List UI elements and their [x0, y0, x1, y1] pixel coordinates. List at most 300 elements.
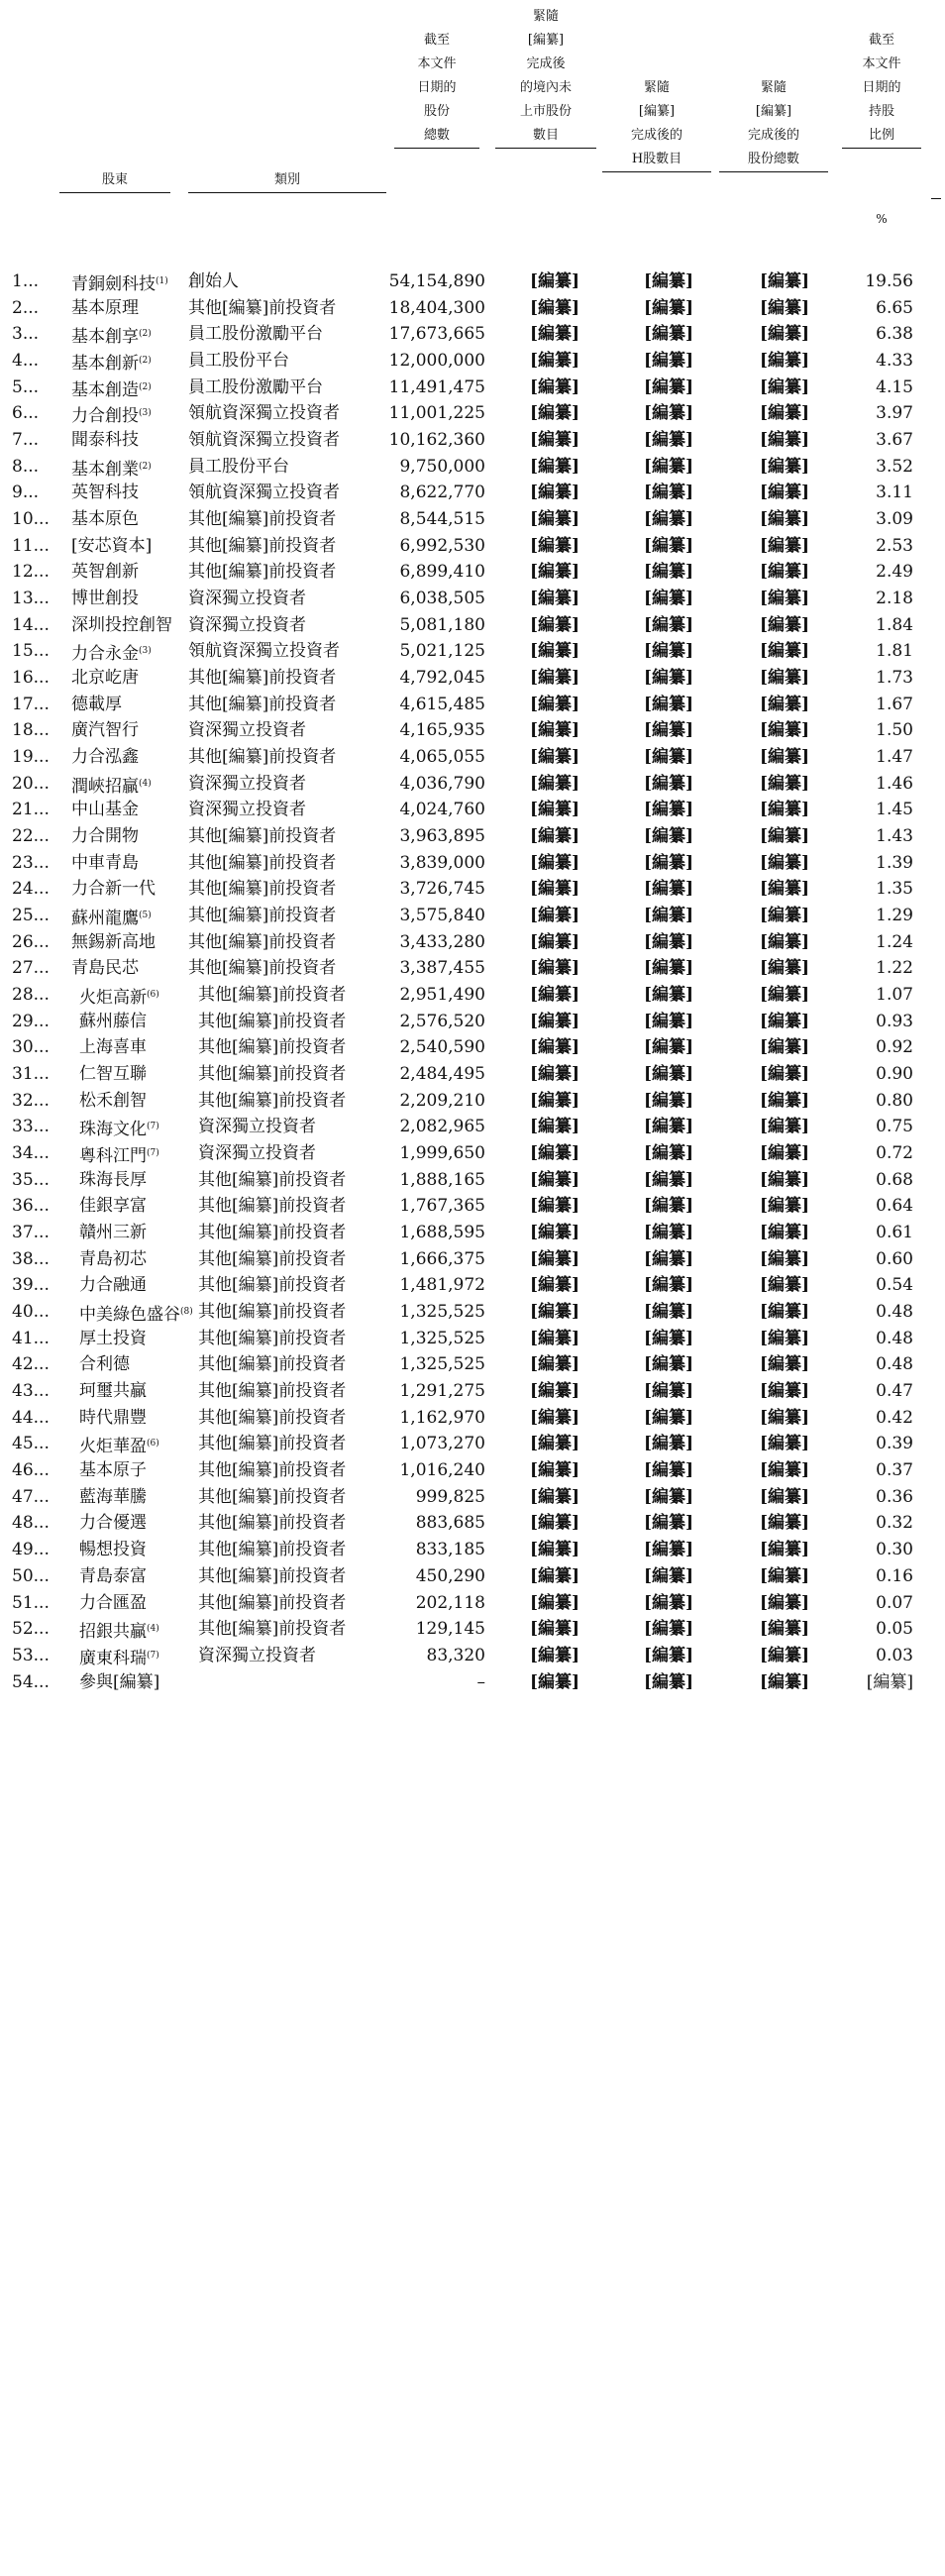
h-shares-value-text: [編纂] [643, 747, 694, 768]
domestic-unlisted-value-text: [編纂] [529, 668, 580, 689]
domestic-unlisted-value-text: [編纂] [529, 1275, 580, 1296]
shares-count [416, 1537, 485, 1562]
shares-count [399, 955, 485, 981]
shares-count [399, 1351, 485, 1377]
ratio-value [876, 1510, 913, 1536]
header-line: 緊隨 [532, 9, 559, 24]
category [198, 1193, 346, 1219]
header-line: 日期的 [862, 80, 901, 95]
h-shares-value-text: [編纂] [643, 1619, 694, 1640]
shareholder-name-text: 基本原子 [79, 1460, 147, 1481]
row-number-text: 30 [12, 1037, 34, 1058]
row-number [12, 559, 52, 585]
ratio-value-text: 0.92 [876, 1037, 913, 1058]
category [198, 1510, 346, 1536]
total-after-value-text: [編纂] [759, 852, 810, 873]
ratio-value [876, 1590, 913, 1616]
shareholder-name [79, 1326, 147, 1351]
leader-dots: ... [33, 535, 50, 556]
ratio-value-text: 0.48 [876, 1302, 913, 1323]
domestic-unlisted-value [515, 427, 594, 453]
category-text: 領航資深獨立投資者 [188, 483, 340, 503]
category [188, 480, 340, 505]
total-after-value-text: [編纂] [759, 1090, 810, 1111]
shares-count [399, 1405, 485, 1431]
ratio-value [876, 559, 913, 585]
category-text: 資深獨立投資者 [188, 773, 306, 794]
total-after-value-text: [編纂] [759, 509, 810, 530]
shareholder-name [79, 1457, 147, 1483]
shareholder-name [79, 1643, 159, 1671]
h-shares-value [629, 268, 708, 294]
total-after-value-text: [編纂] [759, 1513, 810, 1534]
shares-count-text: 3,575,840 [399, 906, 485, 926]
table-row [0, 1643, 945, 1668]
domestic-unlisted-value [515, 1140, 594, 1166]
h-shares-value [629, 692, 708, 717]
domestic-unlisted-value-text: [編纂] [529, 1513, 580, 1534]
shareholder-name [71, 321, 152, 350]
shares-count [389, 375, 485, 400]
shareholder-name-text: 無錫新高地 [71, 931, 156, 952]
row-number [12, 375, 52, 400]
header-h-shares [602, 76, 711, 172]
leader-dots: ... [33, 1223, 50, 1243]
table-row [0, 1351, 945, 1377]
total-after-value [745, 638, 824, 664]
ratio-value-text: 2.49 [876, 562, 913, 583]
h-shares-value [629, 1061, 708, 1087]
shares-count-text: 17,673,665 [388, 324, 485, 345]
row-number [12, 823, 52, 849]
total-after-value [745, 1299, 824, 1325]
h-shares-value [629, 1484, 708, 1510]
category-text: 其他[編纂]前投資者 [198, 1196, 347, 1217]
shares-count [477, 1669, 486, 1695]
h-shares-value-text: [編纂] [643, 985, 694, 1006]
total-after-value-text: [編纂] [759, 1407, 810, 1428]
ratio-value [876, 375, 913, 400]
h-shares-value [629, 348, 708, 374]
total-after-value [745, 1140, 824, 1166]
h-shares-value [629, 295, 708, 321]
domestic-unlisted-value-text: [編纂] [529, 1223, 580, 1243]
ratio-value [876, 1405, 913, 1431]
h-shares-value [629, 771, 708, 797]
row-number-text: 29 [12, 1011, 34, 1031]
leader-dots: ... [33, 1486, 50, 1507]
shares-count-text: 2,951,490 [399, 985, 485, 1006]
footnote-marker: (8) [180, 1307, 193, 1318]
ratio-value [876, 823, 913, 849]
category-text: 其他[編纂]前投資者 [188, 826, 337, 847]
ratio-value [876, 1193, 913, 1219]
ratio-value-text: 1.35 [876, 879, 913, 900]
total-after-value-text: [編纂] [759, 1540, 810, 1560]
h-shares-value-text: [編纂] [643, 1064, 694, 1085]
table-row [0, 1457, 945, 1483]
h-shares-value [629, 533, 708, 559]
total-after-value [745, 1669, 824, 1695]
h-shares-value [629, 929, 708, 955]
domestic-unlisted-value [515, 559, 594, 585]
header-line: 完成後 [526, 56, 566, 71]
footnote-marker: (4) [147, 1624, 159, 1635]
domestic-unlisted-value [515, 1088, 594, 1114]
total-after-value [745, 1326, 824, 1351]
row-number [12, 692, 52, 717]
shareholder-name-text: 厚土投資 [79, 1328, 147, 1348]
ratio-value-text: 0.03 [876, 1645, 913, 1665]
shareholder-name [71, 427, 139, 453]
leader-dots: ... [33, 1565, 50, 1586]
domestic-unlisted-value-text: [編纂] [529, 456, 580, 477]
shares-count-text: 5,081,180 [399, 614, 485, 635]
shareholder-name [71, 797, 139, 822]
leader-dots: ... [33, 1064, 50, 1085]
category-text: 其他[編纂]前投資者 [198, 1619, 347, 1640]
category [188, 612, 306, 638]
footnote-marker: (7) [147, 1148, 159, 1159]
h-shares-value-text: [編纂] [643, 773, 694, 794]
shares-count [399, 797, 485, 822]
domestic-unlisted-value [515, 850, 594, 876]
table-row [0, 929, 945, 955]
row-number-text: 42 [12, 1354, 34, 1375]
header-line: 截至 [423, 33, 450, 48]
h-shares-value-text: [編纂] [643, 852, 694, 873]
total-after-value [745, 1510, 824, 1536]
table-row [0, 1590, 945, 1616]
h-shares-value-text: [編纂] [643, 1011, 694, 1031]
h-shares-value [629, 1193, 708, 1219]
category [188, 955, 336, 981]
table-row [0, 454, 945, 480]
domestic-unlisted-value [515, 612, 594, 638]
shareholder-name [79, 1378, 147, 1404]
row-number-text: 9 [12, 483, 23, 503]
header-line: 上市股份 [519, 104, 572, 119]
row-number-text: 6 [12, 403, 23, 424]
total-after-value [745, 823, 824, 849]
total-after-value-text: [編纂] [759, 403, 810, 424]
domestic-unlisted-value-text: [編纂] [529, 1434, 580, 1454]
category [188, 717, 306, 743]
row-number-text: 25 [12, 906, 34, 926]
row-number [12, 612, 52, 638]
total-after-value [745, 903, 824, 928]
total-after-value-text: [編纂] [759, 1223, 810, 1243]
row-number [12, 400, 52, 426]
ratio-value-text: 3.97 [876, 403, 913, 424]
h-shares-value [629, 638, 708, 664]
domestic-unlisted-value [515, 480, 594, 505]
ratio-value-text: 1.73 [876, 668, 913, 689]
category-text: 其他[編纂]前投資者 [198, 1354, 347, 1375]
total-after-value-text: [編纂] [759, 747, 810, 768]
domestic-unlisted-value [515, 1220, 594, 1245]
total-after-value [745, 1351, 824, 1377]
shares-count [416, 1510, 485, 1536]
table-row [0, 612, 945, 638]
category-text: 創始人 [188, 271, 239, 291]
shares-count-text: 4,024,760 [399, 800, 485, 820]
category [188, 295, 336, 321]
shares-count [399, 1220, 485, 1245]
ratio-value [876, 506, 913, 532]
ratio-value [876, 1272, 913, 1298]
leader-dots: ... [33, 1117, 50, 1137]
ratio-value [876, 955, 913, 981]
row-number [12, 1590, 52, 1616]
category [198, 1484, 346, 1510]
shares-count [399, 480, 485, 505]
row-number-text: 49 [12, 1540, 34, 1560]
shareholder-name [71, 692, 122, 717]
ratio-value-text: 1.81 [876, 641, 913, 662]
shareholder-name [79, 1351, 130, 1377]
shareholder-name [71, 348, 152, 376]
total-after-value [745, 586, 824, 611]
row-number [12, 1326, 52, 1351]
ratio-value [876, 295, 913, 321]
row-number-text: 43 [12, 1381, 34, 1402]
h-shares-value [629, 955, 708, 981]
shareholder-name [79, 1220, 147, 1245]
domestic-unlisted-value-text: [編纂] [529, 1645, 580, 1665]
category-text: 其他[編纂]前投資者 [198, 1037, 347, 1058]
total-after-value [745, 850, 824, 876]
leader-dots: ... [33, 747, 50, 768]
table-row [0, 268, 945, 294]
shares-count [399, 771, 485, 797]
leader-dots: ... [33, 879, 50, 900]
table-row [0, 400, 945, 426]
h-shares-value-text: [編纂] [643, 483, 694, 503]
domestic-unlisted-value-text: [編纂] [529, 271, 580, 291]
row-number-text: 41 [12, 1328, 34, 1348]
header-line: 持股 [868, 104, 894, 119]
ratio-value [876, 850, 913, 876]
domestic-unlisted-value [515, 797, 594, 822]
category-text: 其他[編纂]前投資者 [188, 535, 337, 556]
table-row [0, 1034, 945, 1060]
domestic-unlisted-value-text: [編纂] [529, 430, 580, 451]
category-text: 其他[編纂]前投資者 [188, 509, 337, 530]
total-after-value [745, 717, 824, 743]
h-shares-value [629, 1114, 708, 1139]
shares-count-text: 6,899,410 [399, 562, 485, 583]
shares-count-text: 1,481,972 [399, 1275, 485, 1296]
h-shares-value-text: [編纂] [643, 1143, 694, 1164]
leader-dots: ... [22, 297, 40, 318]
total-after-value-text: [編纂] [759, 694, 810, 714]
row-number [12, 1272, 52, 1298]
ratio-value [876, 1034, 913, 1060]
domestic-unlisted-value [515, 586, 594, 611]
ratio-value [876, 586, 913, 611]
row-number [12, 1114, 52, 1139]
category-text: 其他[編纂]前投資者 [188, 694, 337, 714]
header-line: 的境內未 [519, 80, 572, 95]
ratio-value [876, 638, 913, 664]
shares-count [399, 744, 485, 770]
domestic-unlisted-value-text: [編纂] [529, 1354, 580, 1375]
total-after-value-text: [編纂] [759, 483, 810, 503]
row-number [12, 1484, 52, 1510]
h-shares-value [629, 982, 708, 1008]
shareholder-name-text: 粵科江門 [79, 1146, 147, 1167]
footnote-marker: (3) [139, 646, 152, 657]
ratio-value [876, 1061, 913, 1087]
shares-count [399, 903, 485, 928]
shareholder-name [71, 506, 139, 532]
category-text: 員工股份激勵平台 [188, 324, 323, 345]
shareholder-name [71, 375, 152, 403]
ratio-value [876, 1457, 913, 1483]
total-after-value-text: [編纂] [759, 1302, 810, 1323]
total-after-value-text: [編纂] [759, 614, 810, 635]
ratio-value [876, 321, 913, 347]
domestic-unlisted-value [515, 533, 594, 559]
domestic-unlisted-value [515, 1193, 594, 1219]
shareholder-name-text: 蘇州龍鷹 [71, 909, 139, 929]
category-text: 其他[編纂]前投資者 [188, 906, 337, 926]
category [198, 1167, 346, 1193]
table-row [0, 1299, 945, 1325]
h-shares-value [629, 1669, 708, 1695]
h-shares-value-text: [編纂] [643, 1460, 694, 1481]
header-line: 股東 [59, 168, 170, 193]
header-line: 完成後的 [747, 128, 799, 143]
ratio-value [876, 612, 913, 638]
shareholder-name [71, 400, 152, 429]
total-after-value [745, 1034, 824, 1060]
shares-count [399, 1378, 485, 1404]
ratio-value [876, 929, 913, 955]
shareholder-name [79, 1114, 159, 1142]
row-number [12, 268, 52, 294]
ratio-value-text: 0.47 [876, 1381, 913, 1402]
h-shares-value-text: [編纂] [643, 1645, 694, 1665]
shares-count [399, 692, 485, 717]
table-row [0, 321, 945, 347]
ratio-value-text: 1.50 [876, 720, 913, 741]
shares-count-text: 883,685 [415, 1513, 485, 1534]
category-text: 員工股份激勵平台 [188, 376, 323, 397]
shares-count-text: 1,888,165 [399, 1169, 485, 1190]
header-line: 完成後的 [630, 128, 682, 143]
shares-count-text: – [476, 1671, 485, 1692]
shareholder-name [71, 533, 152, 559]
ratio-value [876, 1220, 913, 1245]
h-shares-value-text: [編纂] [643, 1117, 694, 1137]
ratio-value-text: 0.75 [876, 1117, 913, 1137]
ratio-value-text: 1.47 [876, 747, 913, 768]
shares-count-text: 83,320 [426, 1645, 485, 1665]
row-number [12, 1378, 52, 1404]
table-row [0, 638, 945, 664]
footnote-marker: (4) [139, 778, 152, 789]
table-row [0, 506, 945, 532]
table-row [0, 903, 945, 928]
shareholder-name-text: 德載厚 [71, 694, 122, 714]
shareholder-name [79, 1009, 147, 1034]
total-after-value [745, 427, 824, 453]
domestic-unlisted-value [515, 1643, 594, 1668]
shares-count-text: 2,576,520 [399, 1011, 485, 1031]
shareholder-name [79, 1167, 147, 1193]
ratio-value-text: 19.56 [865, 271, 913, 291]
ratio-value-text: 0.37 [876, 1460, 913, 1481]
shareholder-name-text: 力合融通 [79, 1275, 147, 1296]
total-after-value-text: [編纂] [759, 376, 810, 397]
domestic-unlisted-value [515, 1431, 594, 1456]
domestic-unlisted-value [515, 295, 594, 321]
shares-count-text: 8,544,515 [399, 509, 485, 530]
total-after-value-text: [編纂] [759, 1275, 810, 1296]
shares-count [399, 1431, 485, 1456]
category [188, 929, 336, 955]
domestic-unlisted-value [515, 1669, 594, 1695]
shareholder-name-text: 參與[編纂] [79, 1671, 160, 1692]
domestic-unlisted-value-text: [編纂] [529, 1196, 580, 1217]
shares-count-text: 8,622,770 [399, 483, 485, 503]
domestic-unlisted-value [515, 1405, 594, 1431]
category-text: 其他[編纂]前投資者 [198, 985, 347, 1006]
table-row [0, 1669, 945, 1695]
domestic-unlisted-value [515, 692, 594, 717]
category-text: 其他[編纂]前投資者 [188, 562, 337, 583]
h-shares-value-text: [編纂] [643, 1592, 694, 1613]
shareholder-name [79, 1088, 147, 1114]
h-shares-value [629, 1405, 708, 1431]
total-after-value [745, 771, 824, 797]
total-after-value-text: [編纂] [759, 1354, 810, 1375]
row-number [12, 903, 52, 928]
table-row [0, 348, 945, 374]
row-number [12, 1351, 52, 1377]
ratio-value-text: 0.16 [876, 1565, 913, 1586]
footnote-marker: (5) [139, 911, 152, 921]
shareholder-name-text: 力合優選 [79, 1513, 147, 1534]
leader-dots: ... [33, 562, 50, 583]
domestic-unlisted-value [515, 268, 594, 294]
shareholder-name-text: 中車青島 [71, 852, 139, 873]
ratio-value [876, 533, 913, 559]
ratio-value [876, 480, 913, 505]
category [188, 876, 336, 902]
row-number [12, 295, 52, 321]
category [188, 375, 323, 400]
category-text: 其他[編纂]前投資者 [188, 852, 337, 873]
row-number [12, 427, 52, 453]
row-number [12, 744, 52, 770]
ratio-value [876, 1484, 913, 1510]
table-row [0, 1378, 945, 1404]
category-text: 其他[編纂]前投資者 [198, 1434, 347, 1454]
total-after-value [745, 876, 824, 902]
shareholder-name-text: 廣汽智行 [71, 720, 139, 741]
shares-count [399, 1457, 485, 1483]
footnote-marker: (2) [139, 356, 152, 366]
h-shares-value [629, 665, 708, 691]
category-text: 資深獨立投資者 [188, 720, 306, 741]
header-category [188, 168, 386, 193]
h-shares-value-text: [編纂] [643, 1196, 694, 1217]
h-shares-value [629, 400, 708, 426]
domestic-unlisted-value-text: [編纂] [529, 1407, 580, 1428]
